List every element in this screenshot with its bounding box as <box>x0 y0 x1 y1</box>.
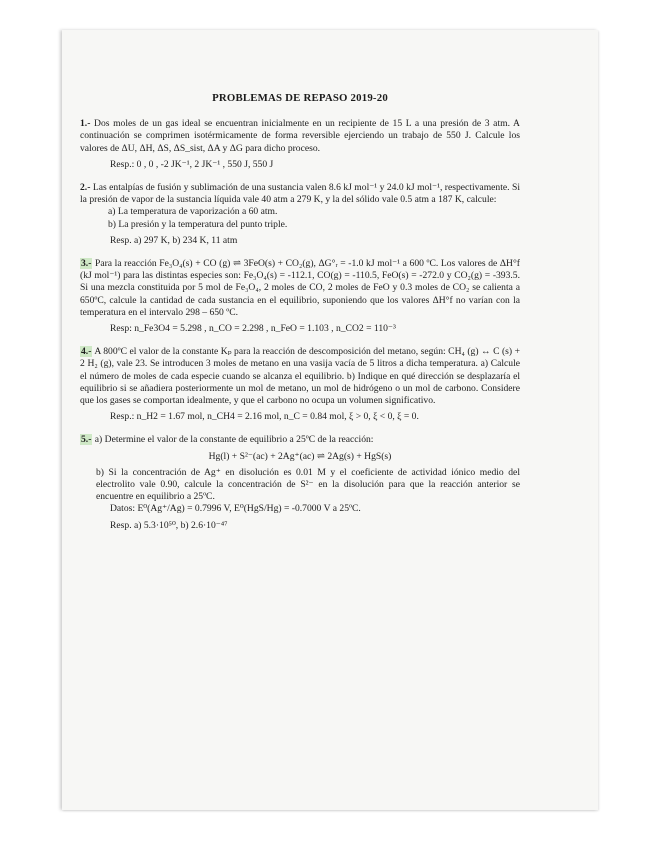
problem-number: 2.- <box>80 182 91 194</box>
problem-statement: Dos moles de un gas ideal se encuentran inicialmente en un recipiente de 15 L a una presión de 3 atm. A continuación se comprimen isotérmicamente de forma reversible ejerciendo un trabajo de 550 J. Calcule los valores de ΔU, ΔH, ΔS, ΔS_sist, ΔA y ΔG para dicho proceso. <box>80 118 520 154</box>
problem-4 <box>80 346 520 423</box>
problem-number: 1.- <box>80 118 91 130</box>
problem-answer: Resp. a) 5.3·10⁵⁰, b) 2.6·10⁻⁴⁷ <box>110 519 228 531</box>
given-data: Datos: E⁰(Ag⁺/Ag) = 0.7996 V, E⁰(HgS/Hg) = -0.7000 V a 25ºC. <box>110 503 361 515</box>
problem-2 <box>80 182 520 247</box>
problem-1 <box>80 118 520 171</box>
problem-answer: Resp: n_Fe3O4 = 5.298 , n_CO = 2.298 , n_FeO = 1.103 , n_CO2 = 110⁻³ <box>110 323 396 335</box>
problem-number: 5.- <box>81 434 92 446</box>
problem-statement: a) Determine el valor de la constante de equilibrio a 25ºC de la reacción: <box>94 434 374 446</box>
problem-statement: Las entalpías de fusión y sublimación de una sustancia valen 8.6 kJ mol⁻¹ y 24.0 kJ mol⁻¹, respectivamente. Si la presión de vapor de la sustancia líquida vale 40 atm a 279 K, y la del sólido vale 0.5 atm a 187 K, calcule: <box>80 182 520 206</box>
problem-answer: Resp.: n_H2 = 1.67 mol, n_CH4 = 2.16 mol, n_C = 0.84 mol, ξ > 0, ξ < 0, ξ = 0. <box>110 411 419 423</box>
problem-answer: Resp. a) 297 K, b) 234 K, 11 atm <box>110 234 238 246</box>
sub-question-a: a) La temperatura de vaporización a 60 atm. <box>108 206 278 218</box>
sub-question-b: b) La presión y la temperatura del punto triple. <box>108 218 288 230</box>
problem-statement: Para la reacción Fe₃O₄(s) + CO (g) ⇌ 3FeO(s) + CO₂(g), ΔG°ᵣ = -1.0 kJ mol⁻¹ a 600 ºC. Los valores de ΔH°f (kJ mol⁻¹) para las distintas especies son: Fe₃O₄(s) = -112.1, CO(g) = -110.5, FeO(s) = -272.0 y CO₂(g) = -393.5. Si una mezcla constituida por 5 mol de Fe₃O₄, 2 moles de CO, 2 moles de FeO y 0.3 moles de CO₂ se calienta a 650ºC, calcule la cantidad de cada sustancia en el equilibrio, suponiendo que los valores ΔH°f no varían con la temperatura en el intervalo 298 – 650 ºC. <box>80 258 520 318</box>
problem-3 <box>80 258 520 335</box>
problem-answer: Resp.: 0 , 0 , -2 JK⁻¹, 2 JK⁻¹ , 550 J, 550 J <box>110 158 274 170</box>
problem-statement: A 800ºC el valor de la constante Kₚ para la reacción de descomposición del metano, según: CH₄ (g) ↔ C (s) + 2 H₂ (g), vale 23. Se introducen 3 moles de metano en una vasija vacía de 5 litros a dicha temperatura. a) Calcule el número de moles de cada especie cuando se alcanza el equilibrio. b) Indique en qué dirección se desplazaría el equilibrio si se añadiera posteriormente un mol de metano, un mol de hidrógeno o un mol de carbono. Considere que los gases se comportan idealmente, y que el carbono no ocupa un volumen significativo. <box>80 346 521 407</box>
reaction-equation: Hg(l) + S²⁻(ac) + 2Ag⁺(ac) ⇌ 2Ag(s) + HgS(s) <box>208 450 392 462</box>
document-body <box>80 92 520 543</box>
problem-5 <box>80 434 520 531</box>
document-title: PROBLEMAS DE REPASO 2019-20 <box>212 92 388 104</box>
problem-number: 3.- <box>81 258 92 270</box>
sub-question-b: b) Si la concentración de Ag⁺ en disolución es 0.01 M y el coeficiente de actividad iónico medio del electrolito vale 0.90, calcule la concentración de S²⁻ en la disolución para que la reacción anterior se encuentre en equilibrio a 25ºC. <box>96 466 520 503</box>
problem-number: 4.- <box>81 346 92 358</box>
